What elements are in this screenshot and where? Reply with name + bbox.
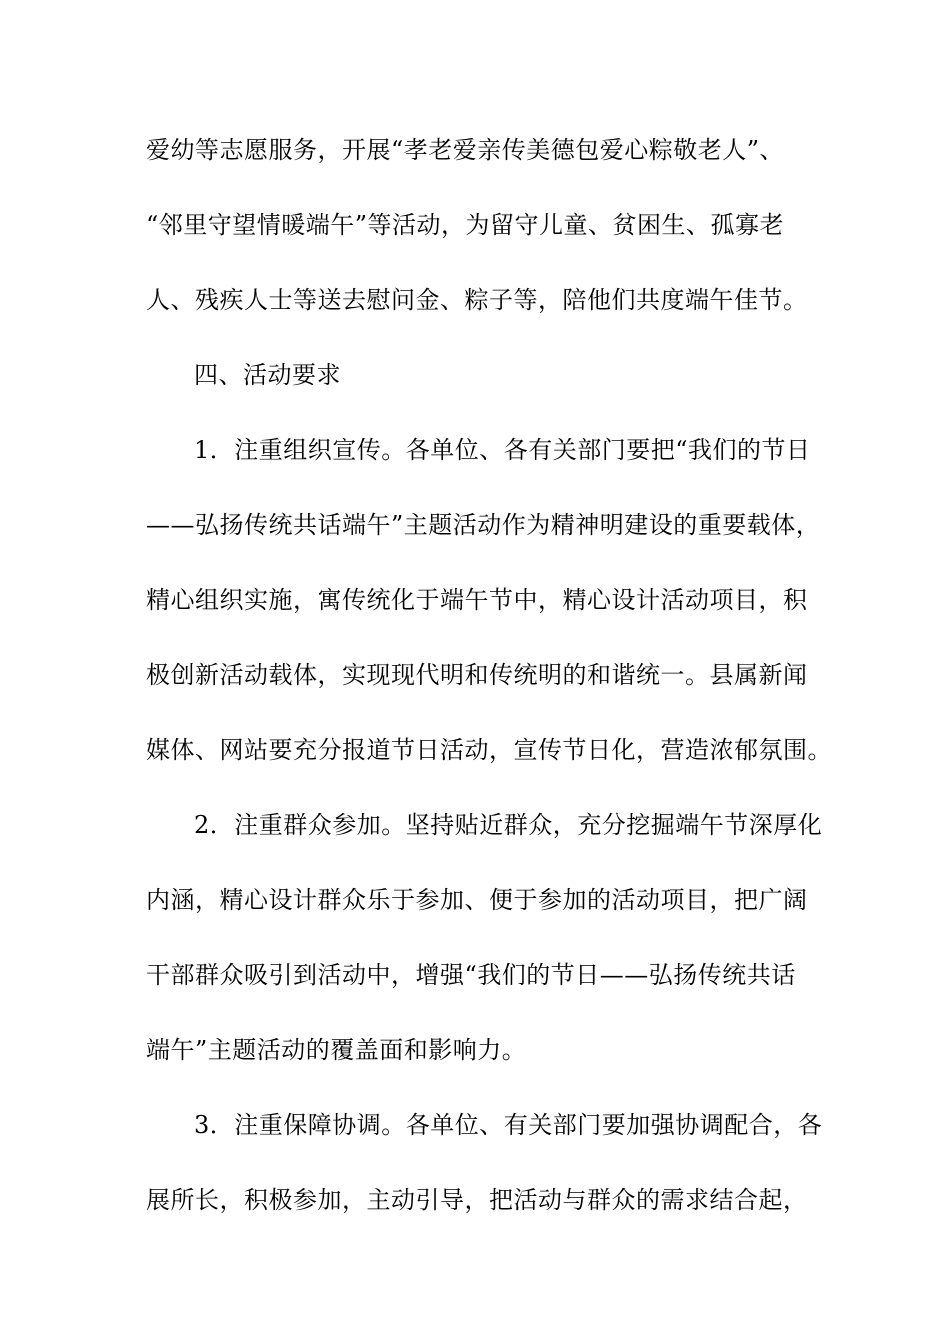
paragraph-line: 媒体、网站要充分报道节日活动，宣传节日化，营造浓郁氛围。 (146, 736, 832, 764)
section-heading: 四、活动要求 (194, 361, 341, 389)
paragraph-line: 精心组织实施，寓传统化于端午节中，精心设计活动项目，积 (146, 586, 808, 614)
paragraph-line: 人、残疾人士等送去慰问金、粽子等，陪他们共度端午佳节。 (146, 286, 808, 314)
paragraph-line: ——弘扬传统共话端午”主题活动作为精神明建设的重要载体， (146, 511, 821, 539)
paragraph-line: 干部群众吸引到活动中，增强“我们的节日——弘扬传统共话 (146, 961, 796, 989)
paragraph-line: 内涵，精心设计群众乐于参加、便于参加的活动项目，把广阔 (146, 886, 808, 914)
paragraph-line: 展所长，积极参加，主动引导，把活动与群众的需求结合起， (146, 1186, 808, 1214)
paragraph-line: 极创新活动载体，实现现代明和传统明的和谐统一。县属新闻 (146, 661, 808, 689)
paragraph-line: 2．注重群众参加。坚持贴近群众，充分挖掘端午节深厚化 (194, 811, 823, 839)
paragraph-line: “邻里守望情暖端午”等活动，为留守儿童、贫困生、孤寡老 (146, 211, 785, 239)
paragraph-line: 端午”主题活动的覆盖面和影响力。 (146, 1036, 527, 1064)
paragraph-line: 爱幼等志愿服务，开展“孝老爱亲传美德包爱心粽敬老人”、 (146, 136, 785, 164)
paragraph-line: 3．注重保障协调。各单位、有关部门要加强协调配合，各 (194, 1111, 823, 1139)
paragraph-line: 1．注重组织宣传。各单位、各有关部门要把“我们的节日 (194, 436, 811, 464)
